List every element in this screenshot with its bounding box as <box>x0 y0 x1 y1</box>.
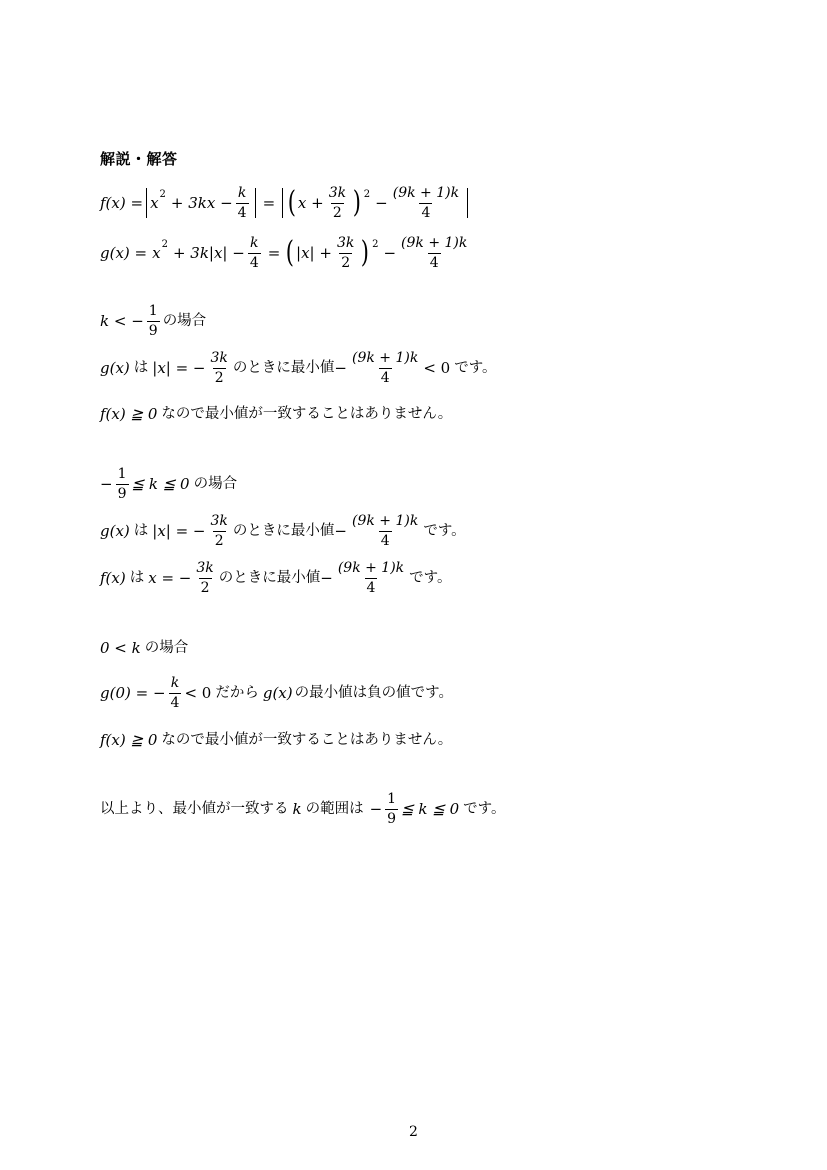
minus-sign: − <box>334 358 347 377</box>
conclusion-text-1: 以上より、最小値が一致する <box>100 800 289 817</box>
fraction-9k1k-over-4 <box>350 351 420 385</box>
abs-bar-right <box>255 188 256 218</box>
case2-cond-label: の場合 <box>193 475 238 492</box>
paren-open: ( <box>286 235 295 271</box>
desu-text: です。 <box>409 569 452 586</box>
frac-num: 3k <box>196 560 214 576</box>
g0-expr: g(0) = − <box>100 683 166 702</box>
frac-den: 4 <box>380 532 390 549</box>
eq-f-square-2: 2 <box>363 189 371 201</box>
eq-f-x: x <box>150 193 159 212</box>
case2-condition <box>100 467 237 501</box>
frac-den: 4 <box>249 254 259 271</box>
case2-line2 <box>100 561 452 595</box>
case1-condition <box>100 304 206 338</box>
fraction-3k-over-2 <box>209 351 230 385</box>
frac-den: 4 <box>237 204 247 221</box>
case3-cond-text: 0 < k <box>100 639 141 657</box>
abs-bar-right-2 <box>467 188 468 218</box>
fraction-1-over-9 <box>147 304 160 338</box>
conclusion-line <box>100 792 506 826</box>
conclusion-text-2: の範囲は <box>305 800 364 817</box>
gx-text: g(x) <box>100 358 130 377</box>
frac-num: 1 <box>117 466 127 482</box>
frac-den: 2 <box>332 204 342 221</box>
fraction-1-over-9 <box>116 467 129 501</box>
fraction-k-over-4 <box>169 676 182 710</box>
gx-text: g(x) <box>262 683 293 702</box>
frac-num: k <box>250 235 259 251</box>
eq-g-square: 2 <box>161 239 168 251</box>
paren-close: ) <box>361 235 370 271</box>
desu-text: です。 <box>423 522 466 539</box>
frac-num: 1 <box>148 303 158 319</box>
fraction-k-over-4 <box>236 186 249 220</box>
frac-num: 3k <box>210 350 228 366</box>
frac-num: 1 <box>387 791 397 807</box>
x-expr: x = − <box>148 568 192 587</box>
fraction-3k-over-2 <box>194 561 215 595</box>
frac-den: 4 <box>170 694 180 711</box>
section-heading: 解説・解答 <box>100 150 178 168</box>
frac-den: 9 <box>117 485 127 502</box>
negative-min-text: の最小値は負の値です。 <box>294 684 453 701</box>
particle-ha: は <box>129 569 145 586</box>
frac-den: 4 <box>421 204 431 221</box>
no-match-text: なので最小値が一致することはありません。 <box>161 406 453 423</box>
frac-num: k <box>170 675 180 691</box>
min-value-text: のときに最小値 <box>218 569 321 586</box>
frac-den: 4 <box>366 579 376 596</box>
gx-text: g(x) <box>100 521 130 540</box>
minus-sign: − <box>369 799 383 818</box>
abs-bar-left-2 <box>282 188 283 218</box>
eq-g-lhs: g(x) = <box>100 243 148 262</box>
paren-close: ) <box>352 185 362 221</box>
abs-x-expr: |x| = − <box>152 358 206 377</box>
desu-text: です。 <box>463 800 506 817</box>
frac-num: k <box>237 185 247 201</box>
fraction-9k1k-over-4 <box>350 514 420 548</box>
minus-sign: − <box>320 568 333 587</box>
minus-sign: − <box>383 243 397 262</box>
fraction-3k-over-2 <box>209 514 230 548</box>
eq-g-x: x <box>152 243 161 262</box>
case3-line1 <box>100 676 453 710</box>
frac-num: (9k + 1)k <box>337 560 405 576</box>
paren-open: ( <box>287 185 297 221</box>
fraction-3k-over-2 <box>327 186 348 220</box>
frac-num: 3k <box>336 235 355 251</box>
eq-f-lhs: f(x) = <box>100 193 144 212</box>
frac-den: 4 <box>429 254 439 271</box>
minus-sign: − <box>334 521 347 540</box>
frac-den: 9 <box>148 322 158 339</box>
desu-text: です。 <box>454 359 497 376</box>
frac-den: 2 <box>200 579 210 596</box>
eq-g-absplus: |x| + <box>296 243 332 262</box>
eq-f-xplus: x + <box>297 193 324 212</box>
frac-num: (9k + 1)k <box>351 513 419 529</box>
eq-g-square-2: 2 <box>372 239 379 251</box>
eq-f-terms: + 3kx − <box>170 193 233 212</box>
frac-den: 9 <box>387 810 397 827</box>
eq-f-square: 2 <box>159 189 166 201</box>
fraction-9k1k-over-4 <box>399 236 469 270</box>
case3-condition <box>100 641 188 656</box>
fx-nonneg: f(x) ≧ 0 <box>100 731 158 749</box>
case1-cond-text: k < − <box>100 311 144 330</box>
abs-bar-left <box>146 188 147 218</box>
abs-x-expr: |x| = − <box>152 521 206 540</box>
frac-den: 2 <box>214 369 224 386</box>
equation-f <box>100 186 471 220</box>
frac-num: (9k + 1)k <box>401 235 468 251</box>
particle-ha: は <box>133 359 149 376</box>
fraction-3k-over-2 <box>335 236 356 270</box>
case1-cond-label: の場合 <box>162 312 207 329</box>
case3-cond-label: の場合 <box>144 640 189 657</box>
case2-line1 <box>100 514 466 548</box>
fraction-k-over-4 <box>248 236 261 270</box>
particle-ha: は <box>133 522 149 539</box>
frac-num: 3k <box>210 513 228 529</box>
fx-text: f(x) <box>100 568 126 587</box>
less-than-zero: < 0 <box>423 358 451 377</box>
range-text: ≦ k ≦ 0 <box>131 474 190 493</box>
no-match-text: なので最小値が一致することはありません。 <box>161 732 453 749</box>
fraction-9k1k-over-4 <box>391 186 461 220</box>
range-text: ≦ k ≦ 0 <box>401 799 460 818</box>
frac-num: 3k <box>328 185 347 201</box>
page-number: 2 <box>409 1124 418 1140</box>
equation-g <box>100 236 472 270</box>
eq-g-terms: + 3k|x| − <box>172 243 245 262</box>
case1-line1 <box>100 351 497 385</box>
minus-sign: − <box>100 474 113 493</box>
equals: = <box>267 243 281 262</box>
less-than-zero: < 0 <box>184 683 212 702</box>
min-value-text: のときに最小値 <box>232 359 335 376</box>
frac-den: 2 <box>214 532 224 549</box>
dakara-text: だから <box>215 684 259 701</box>
case1-line2 <box>100 407 452 422</box>
frac-den: 4 <box>380 369 390 386</box>
fraction-1-over-9 <box>385 792 398 826</box>
frac-den: 2 <box>341 254 351 271</box>
frac-num: (9k + 1)k <box>351 350 419 366</box>
minus-sign: − <box>375 193 388 212</box>
case3-line2 <box>100 733 452 748</box>
fraction-9k1k-over-4 <box>336 561 406 595</box>
min-value-text: のときに最小値 <box>232 522 335 539</box>
frac-num: (9k + 1)k <box>392 185 460 201</box>
k-var: k <box>292 799 302 818</box>
fx-nonneg: f(x) ≧ 0 <box>100 405 158 423</box>
equals: = <box>262 193 276 212</box>
